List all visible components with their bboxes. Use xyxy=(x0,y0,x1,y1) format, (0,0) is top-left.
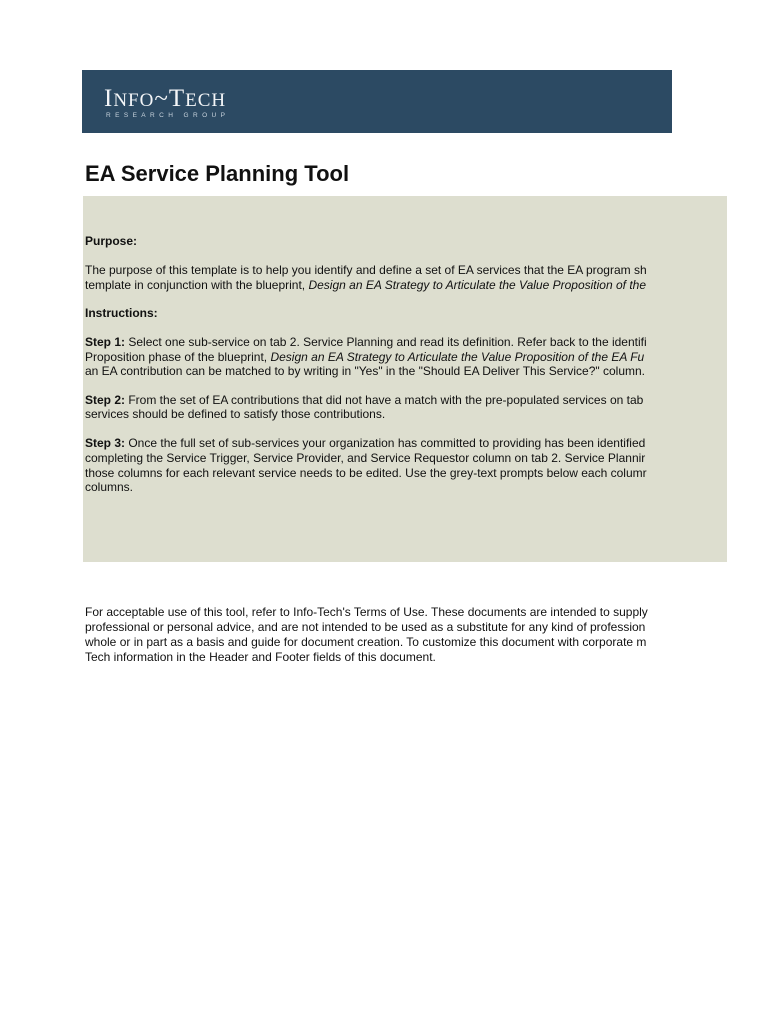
page-title: EA Service Planning Tool xyxy=(85,161,350,186)
disclaimer-line: For acceptable use of this tool, refer to Info-Tech's Terms of Use. These documents are intended to supply xyxy=(85,605,648,619)
instructions-heading: Instructions: xyxy=(85,306,158,320)
disclaimer-line: professional or personal advice, and are not intended to be used as a substitute for any kind of profession xyxy=(85,620,646,634)
step-3-text-line: Step 3: Once the full set of sub-services your organization has committed to providing has been identified xyxy=(85,436,646,450)
blueprint-title: Design an EA Strategy to Articulate the Value Proposition of the xyxy=(308,278,646,292)
step-2-text-line: Step 2: From the set of EA contributions that did not have a match with the pre-populated services on tab xyxy=(85,393,644,407)
disclaimer-line: Tech information in the Header and Footer fields of this document. xyxy=(85,650,436,664)
logo-subtitle: RESEARCH GROUP xyxy=(106,112,230,119)
step-3-label: Step 3: xyxy=(85,436,126,450)
step-3-text-line: those columns for each relevant service needs to be edited. Use the grey-text prompts below each columr xyxy=(85,466,647,480)
blueprint-title: Design an EA Strategy to Articulate the Value Proposition of the EA Fu xyxy=(270,350,645,364)
disclaimer-line: whole or in part as a basis and guide for document creation. To customize this document with corporate m xyxy=(85,635,647,649)
header-banner xyxy=(82,70,672,133)
purpose-text-line: The purpose of this template is to help you identify and define a set of EA services that the EA program sh xyxy=(85,263,647,277)
step-1-text-line: Step 1: Select one sub-service on tab 2. Service Planning and read its definition. Refer back to the identifi xyxy=(85,335,647,349)
info-tech-logo: INFO~TECH xyxy=(104,85,227,112)
purpose-text-line: template in conjunction with the blueprint, Design an EA Strategy to Articulate the Value Proposition of the xyxy=(85,278,646,292)
step-3-text-line: completing the Service Trigger, Service Provider, and Service Requestor column on tab 2. Service Plannir xyxy=(85,451,646,465)
instructions-panel xyxy=(83,196,727,562)
step-1-label: Step 1: xyxy=(85,335,126,349)
step-1-text-line: an EA contribution can be matched to by writing in "Yes" in the "Should EA Deliver This Service?" column. xyxy=(85,364,646,378)
purpose-heading: Purpose: xyxy=(85,234,138,248)
step-2-text-line: services should be defined to satisfy those contributions. xyxy=(85,407,386,421)
disclaimer xyxy=(85,605,673,671)
step-3-text-line: columns. xyxy=(85,480,134,494)
step-1-text-line: Proposition phase of the blueprint, Design an EA Strategy to Articulate the Value Proposition of the EA Fu xyxy=(85,350,645,364)
step-2-label: Step 2: xyxy=(85,393,126,407)
